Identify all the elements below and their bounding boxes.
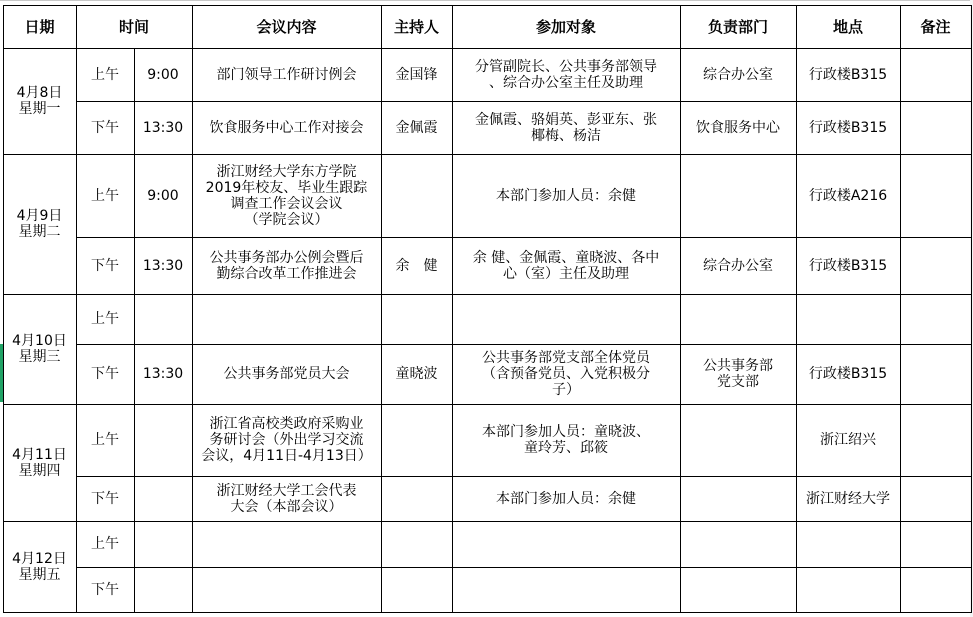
content-cell[interactable] <box>192 521 381 567</box>
attendees-cell[interactable] <box>452 294 680 344</box>
remark-cell[interactable] <box>900 404 971 476</box>
department-cell[interactable] <box>680 521 796 567</box>
content-cell[interactable]: 公共事务部党员大会 <box>223 366 350 382</box>
grid-line <box>680 5 681 613</box>
period-cell[interactable]: 下午 <box>91 581 119 598</box>
period-cell[interactable]: 上午 <box>91 187 119 204</box>
grid-line <box>3 612 971 613</box>
time-cell[interactable]: 9:00 <box>147 66 179 83</box>
grid-line <box>900 5 901 613</box>
time-cell[interactable]: 13:30 <box>142 257 184 274</box>
attendees-cell[interactable]: 本部门参加人员：余健 <box>496 187 636 204</box>
attendees-cell[interactable]: 公共事务部党支部全体党员 （含预备党员、入党积极分 子） <box>482 350 650 398</box>
header-department[interactable]: 负责部门 <box>707 17 768 36</box>
location-cell[interactable] <box>796 294 900 344</box>
content-cell[interactable]: 浙江财经大学工会代表 大会（本部会议） <box>216 482 357 515</box>
remark-cell[interactable] <box>900 344 971 404</box>
grid-line <box>796 5 797 613</box>
day-cell[interactable]: 4月11日 星期四 <box>12 446 67 479</box>
content-cell[interactable]: 公共事务部办公例会暨后 勤综合改革工作推进会 <box>209 249 364 282</box>
time-cell[interactable] <box>134 567 192 612</box>
time-cell[interactable] <box>134 294 192 344</box>
time-cell[interactable] <box>134 521 192 567</box>
day-cell[interactable]: 4月12日 星期五 <box>12 550 67 583</box>
day-cell[interactable]: 4月10日 星期三 <box>12 333 67 365</box>
content-cell[interactable]: 浙江财经大学东方学院 2019年校友、毕业生跟踪 调查工作会议会议 （学院会议） <box>205 163 368 228</box>
attendees-cell[interactable]: 金佩霞、骆娟英、彭亚东、张 椰梅、杨洁 <box>475 111 657 144</box>
header-host[interactable]: 主持人 <box>393 17 439 36</box>
content-cell[interactable]: 饮食服务中心工作对接会 <box>209 119 364 136</box>
header-remark[interactable]: 备注 <box>920 17 951 36</box>
department-cell[interactable] <box>680 476 796 521</box>
grid-line <box>3 404 971 405</box>
host-cell[interactable] <box>381 294 452 344</box>
period-cell[interactable]: 上午 <box>91 311 119 327</box>
period-cell[interactable]: 下午 <box>91 119 119 136</box>
time-cell[interactable] <box>134 404 192 476</box>
period-cell[interactable]: 上午 <box>91 536 119 552</box>
time-cell[interactable] <box>134 476 192 521</box>
remark-cell[interactable] <box>900 237 971 294</box>
department-cell[interactable]: 公共事务部 党支部 <box>703 358 773 390</box>
location-cell[interactable] <box>796 567 900 612</box>
period-cell[interactable]: 下午 <box>91 490 119 507</box>
remark-cell[interactable] <box>900 101 971 154</box>
host-cell[interactable] <box>381 404 452 476</box>
remark-cell[interactable] <box>900 48 971 101</box>
attendees-cell[interactable]: 本部门参加人员：余健 <box>496 490 636 507</box>
department-cell[interactable]: 综合办公室 <box>703 66 773 83</box>
location-cell[interactable]: 行政楼A216 <box>808 187 888 204</box>
location-cell[interactable]: 行政楼B315 <box>808 66 888 83</box>
attendees-cell[interactable]: 余 健、金佩霞、童晓波、各中 心（室）主任及助理 <box>472 249 660 282</box>
time-cell[interactable]: 13:30 <box>142 366 184 382</box>
attendees-cell[interactable]: 分管副院长、公共事务部领导 、综合办公室主任及助理 <box>475 58 657 91</box>
attendees-cell[interactable] <box>452 521 680 567</box>
grid-line <box>3 154 971 155</box>
grid-line <box>3 5 4 613</box>
header-content[interactable]: 会议内容 <box>256 17 317 36</box>
location-cell[interactable]: 行政楼B315 <box>808 119 888 136</box>
grid-line <box>76 5 77 613</box>
content-cell[interactable]: 浙江省高校类政府采购业 务研讨会（外出学习交流 会议，4月11日-4月13日） <box>201 416 372 464</box>
attendees-cell[interactable] <box>452 567 680 612</box>
grid-line <box>134 48 135 613</box>
grid-line <box>76 101 971 102</box>
location-cell[interactable]: 浙江绍兴 <box>820 432 876 448</box>
day-cell[interactable]: 4月9日 星期二 <box>16 208 63 240</box>
grid-line <box>3 48 971 49</box>
department-cell[interactable] <box>680 567 796 612</box>
content-cell[interactable] <box>192 294 381 344</box>
location-cell[interactable] <box>796 521 900 567</box>
remark-cell[interactable] <box>900 567 971 612</box>
header-date[interactable]: 日期 <box>24 17 55 36</box>
remark-cell[interactable] <box>900 476 971 521</box>
attendees-cell[interactable]: 本部门参加人员：童晓波、 童玲芳、邱筱 <box>482 424 650 456</box>
host-cell[interactable]: 金佩霞 <box>395 119 438 136</box>
host-cell[interactable] <box>381 521 452 567</box>
grid-line <box>3 5 971 6</box>
grid-line <box>76 344 971 345</box>
remark-cell[interactable] <box>900 294 971 344</box>
period-cell[interactable]: 下午 <box>91 257 119 274</box>
department-cell[interactable] <box>680 404 796 476</box>
period-cell[interactable]: 上午 <box>91 432 119 448</box>
host-cell[interactable] <box>381 154 452 237</box>
content-cell[interactable]: 部门领导工作研讨例会 <box>216 66 357 83</box>
grid-line <box>971 5 972 613</box>
host-cell[interactable] <box>381 567 452 612</box>
location-cell[interactable]: 行政楼B315 <box>808 257 888 274</box>
grid-line <box>3 521 971 522</box>
day-cell[interactable]: 4月8日 星期一 <box>16 85 63 117</box>
grid-line <box>381 5 382 613</box>
time-cell[interactable]: 13:30 <box>142 119 184 136</box>
grid-line <box>452 5 453 613</box>
header-time[interactable]: 时间 <box>118 17 149 36</box>
department-cell[interactable]: 饮食服务中心 <box>696 119 780 136</box>
grid-line <box>3 294 971 295</box>
grid-line <box>76 476 971 477</box>
header-attendees[interactable]: 参加对象 <box>535 17 596 36</box>
header-location[interactable]: 地点 <box>832 17 863 36</box>
top-border <box>0 0 973 1</box>
host-cell[interactable]: 童晓波 <box>395 366 438 382</box>
department-cell[interactable] <box>680 154 796 237</box>
location-cell[interactable]: 浙江财经大学 <box>806 490 890 507</box>
host-cell[interactable]: 金国锋 <box>395 66 438 83</box>
period-cell[interactable]: 下午 <box>91 366 119 382</box>
time-cell[interactable]: 9:00 <box>147 187 179 204</box>
host-cell[interactable]: 余 健 <box>395 257 438 274</box>
department-cell[interactable] <box>680 294 796 344</box>
location-cell[interactable]: 行政楼B315 <box>808 366 888 382</box>
grid-line <box>76 237 971 238</box>
remark-cell[interactable] <box>900 521 971 567</box>
grid-line <box>192 5 193 613</box>
period-cell[interactable]: 上午 <box>91 66 119 83</box>
grid-line <box>76 567 971 568</box>
remark-cell[interactable] <box>900 154 971 237</box>
content-cell[interactable] <box>192 567 381 612</box>
department-cell[interactable]: 综合办公室 <box>703 257 773 274</box>
host-cell[interactable] <box>381 476 452 521</box>
